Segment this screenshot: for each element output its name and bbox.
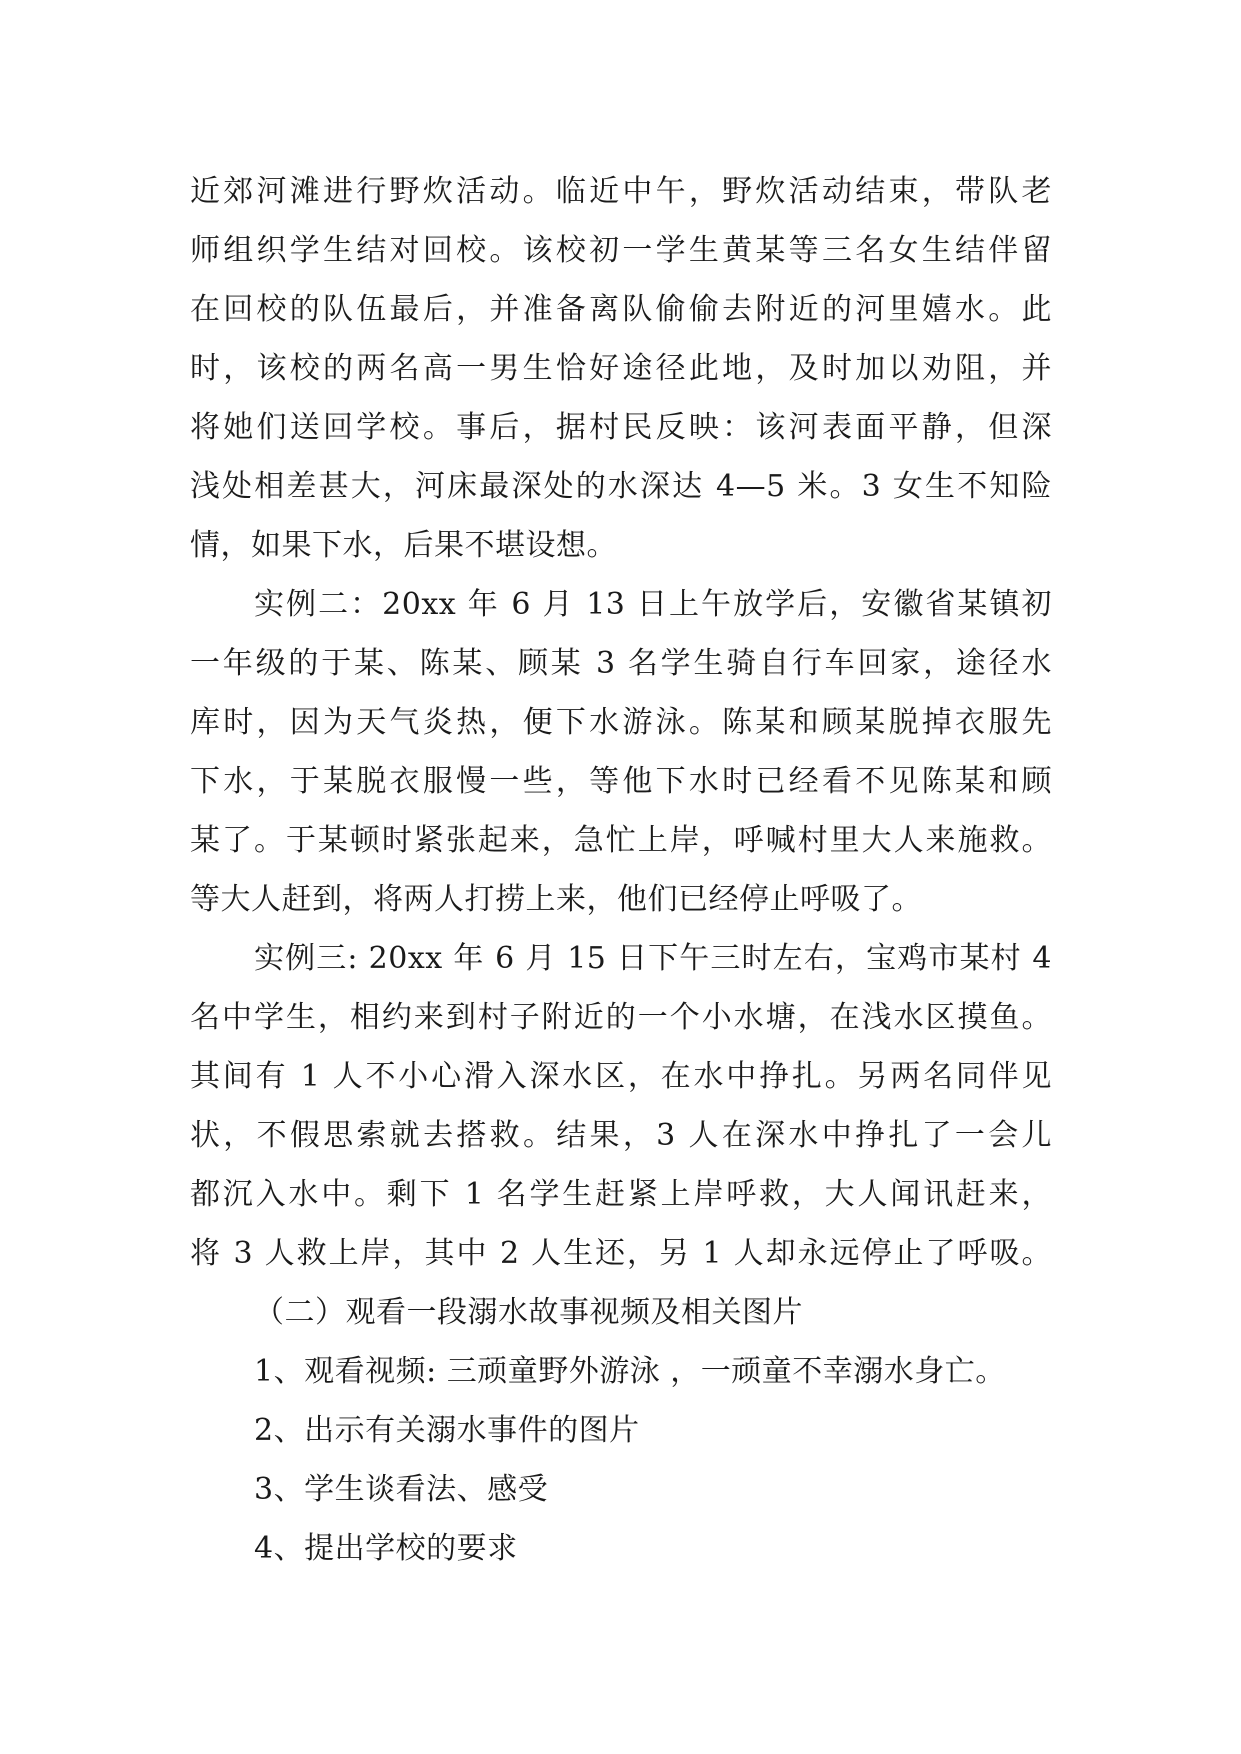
text-line: 近郊河滩进行野炊活动。临近中午，野炊活动结束，带队老 xyxy=(190,174,1052,209)
item-list xyxy=(190,1342,1052,1578)
document-body xyxy=(190,162,1052,1578)
text-line: 在回校的队伍最后，并准备离队偷偷去附近的河里嬉水。此 xyxy=(190,292,1052,327)
text-line: 浅处相差甚大，河床最深处的水深达 4—5 米。3 女生不知险 xyxy=(190,469,1052,504)
text-line: 状，不假思索就去搭救。结果，3 人在深水中挣扎了一会儿 xyxy=(190,1118,1052,1153)
list-item: 2、出示有关溺水事件的图片 xyxy=(254,1413,640,1448)
text-line: 师组织学生结对回校。该校初一学生黄某等三名女生结伴留 xyxy=(190,233,1052,268)
text-line: 其间有 1 人不小心滑入深水区，在水中挣扎。另两名同伴见 xyxy=(190,1059,1052,1094)
text-line: 某了。于某顿时紧张起来，急忙上岸，呼喊村里大人来施救。 xyxy=(190,823,1052,858)
list-item: 1、观看视频: 三顽童野外游泳 ，一顽童不幸溺水身亡。 xyxy=(254,1354,1006,1389)
text-line: 时，该校的两名高一男生恰好途径此地，及时加以劝阻，并 xyxy=(190,351,1052,386)
text-line: 库时，因为天气炎热，便下水游泳。陈某和顾某脱掉衣服先 xyxy=(190,705,1052,740)
list-item: 3、学生谈看法、感受 xyxy=(254,1472,549,1507)
list-item: 4、提出学校的要求 xyxy=(254,1531,518,1566)
section-heading: （二）观看一段溺水故事视频及相关图片 xyxy=(254,1295,803,1330)
text-line: 将她们送回学校。事后，据村民反映：该河表面平静，但深 xyxy=(190,410,1052,445)
text-line: 情，如果下水，后果不堪设想。 xyxy=(190,528,617,563)
paragraph-example-three xyxy=(190,929,1052,1283)
text-line: 将 3 人救上岸，其中 2 人生还，另 1 人却永远停止了呼吸。 xyxy=(190,1236,1052,1271)
text-line: 下水，于某脱衣服慢一些，等他下水时已经看不见陈某和顾 xyxy=(190,764,1052,799)
paragraph-example-one xyxy=(190,162,1052,575)
text-line: 一年级的于某、陈某、顾某 3 名学生骑自行车回家，途径水 xyxy=(190,646,1052,681)
paragraph-example-two xyxy=(190,575,1052,929)
text-line: 等大人赶到，将两人打捞上来，他们已经停止呼吸了。 xyxy=(190,882,922,917)
text-line: 名中学生，相约来到村子附近的一个小水塘，在浅水区摸鱼。 xyxy=(190,1000,1052,1035)
text-line: 实例二：20xx 年 6 月 13 日上午放学后，安徽省某镇初 xyxy=(254,587,1052,622)
text-line: 实例三: 20xx 年 6 月 15 日下午三时左右，宝鸡市某村 4 xyxy=(254,941,1052,976)
text-line: 都沉入水中。剩下 1 名学生赶紧上岸呼救，大人闻讯赶来， xyxy=(190,1177,1052,1212)
